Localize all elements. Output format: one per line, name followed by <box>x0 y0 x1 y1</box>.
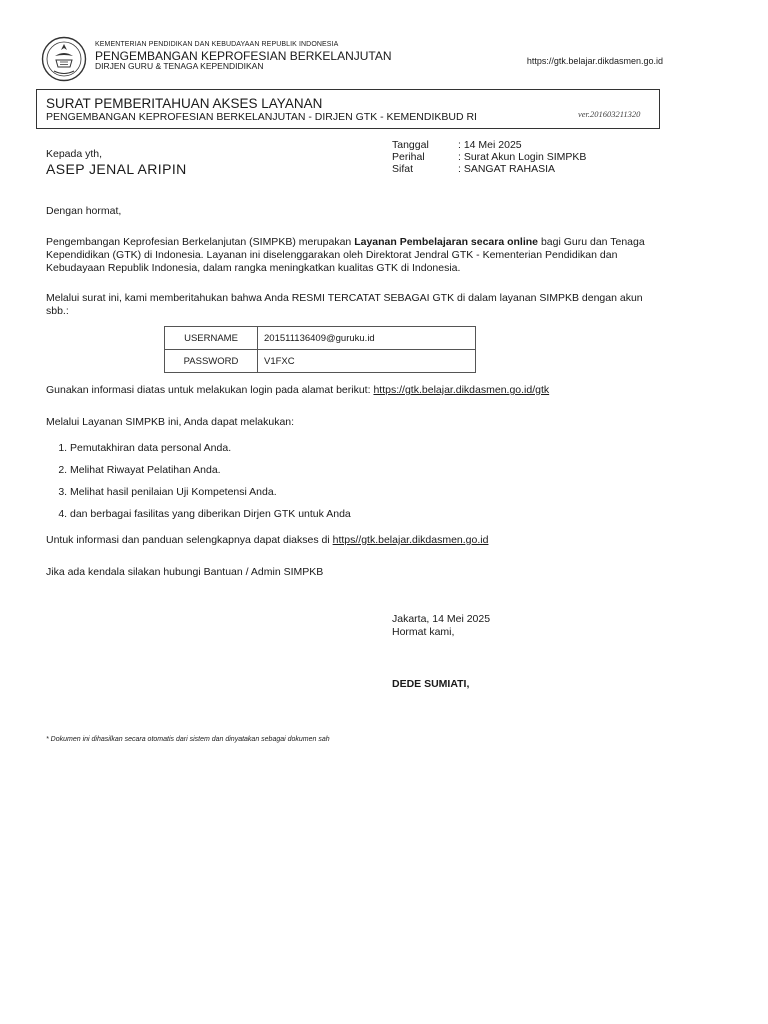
login-paragraph <box>46 384 666 397</box>
login-text: Gunakan informasi diatas untuk melakukan login pada alamat berikut: <box>46 384 374 396</box>
meta-value-date: : 14 Mei 2025 <box>458 139 522 151</box>
list-item: 1. Pemutakhiran data personal Anda. <box>70 442 670 464</box>
closing-place-date: Jakarta, 14 Mei 2025 <box>392 613 491 625</box>
username-value: 201511136409@guruku.id <box>258 327 476 350</box>
intro-paragraph <box>46 236 666 275</box>
tut-wuri-handayani-logo <box>41 36 87 82</box>
contact-paragraph: Jika ada kendala silakan hubungi Bantuan / Admin SIMPKB <box>46 566 324 578</box>
letter-subtitle: PENGEMBANGAN KEPROFESIAN BERKELANJUTAN - DIRJEN GTK - KEMENDIKBUD RI <box>46 111 477 123</box>
program-name: PENGEMBANGAN KEPROFESIAN BERKELANJUTAN <box>95 49 392 63</box>
recipient-name: ASEP JENAL ARIPIN <box>46 161 187 177</box>
list-item: 4. dan berbagai fasilitas yang diberikan Dirjen GTK untuk Anda <box>70 508 670 530</box>
signer-name: DEDE SUMIATI, <box>392 678 470 690</box>
meta-value-nature: : SANGAT RAHASIA <box>458 163 556 175</box>
table-row <box>165 350 476 373</box>
info-link[interactable]: https//gtk.belajar.dikdasmen.go.id <box>332 534 489 546</box>
salutation: Kepada yth, <box>46 148 103 160</box>
notice-paragraph: Melalui surat ini, kami memberitahukan bahwa Anda RESMI TERCATAT SEBAGAI GTK di dalam layanan SIMPKB dengan akun sbb.: <box>46 292 643 317</box>
footnote: * Dokumen ini dihasilkan secara otomatis dari sistem dan dinyatakan sebagai dokumen sah <box>46 736 330 743</box>
meta-label-date: Tanggal <box>392 139 429 151</box>
login-link[interactable]: https://gtk.belajar.dikdasmen.go.id/gtk <box>373 384 550 396</box>
credentials-table <box>164 326 476 373</box>
username-label: USERNAME <box>165 327 258 350</box>
version-label: ver.201603211320 <box>578 109 641 119</box>
info-text: Untuk informasi dan panduan selengkapnya dapat diakses di <box>46 534 333 546</box>
directorate-name: DIRJEN GURU & TENAGA KEPENDIDIKAN <box>95 61 264 71</box>
list-intro: Melalui Layanan SIMPKB ini, Anda dapat melakukan: <box>46 416 295 428</box>
password-label: PASSWORD <box>165 350 258 373</box>
opening-greeting: Dengan hormat, <box>46 205 122 217</box>
meta-label-subject: Perihal <box>392 151 425 163</box>
meta-label-nature: Sifat <box>392 163 414 175</box>
feature-list <box>46 442 670 530</box>
intro-emphasis: Layanan Pembelajaran secara online <box>354 236 539 248</box>
meta-value-subject: : Surat Akun Login SIMPKB <box>458 151 587 163</box>
header-url: https://gtk.belajar.dikdasmen.go.id <box>526 56 663 66</box>
list-item: 3. Melihat hasil penilaian Uji Kompetensi Anda. <box>70 486 670 508</box>
password-value: V1FXC <box>258 350 476 373</box>
letter-title: SURAT PEMBERITAHUAN AKSES LAYANAN <box>46 96 323 111</box>
table-row <box>165 327 476 350</box>
list-item: 2. Melihat Riwayat Pelatihan Anda. <box>70 464 670 486</box>
intro-text-rest: bagi Guru dan Tenaga Kependidikan (GTK) di Indonesia. Layanan ini diselenggarakan oleh Direktorat Jendral GTK - Kementerian Pendidikan dan Kebudayaan Republik Indonesia, dalam rangka meningkatkan kualitas GTK di Indonesia. <box>46 236 645 274</box>
ministry-name: KEMENTERIAN PENDIDIKAN DAN KEBUDAYAAN REPUBLIK INDONESIA <box>95 41 339 48</box>
intro-text: Pengembangan Keprofesian Berkelanjutan (SIMPKB) merupakan <box>46 236 355 248</box>
info-paragraph <box>46 534 666 547</box>
closing-regards: Hormat kami, <box>392 626 455 638</box>
